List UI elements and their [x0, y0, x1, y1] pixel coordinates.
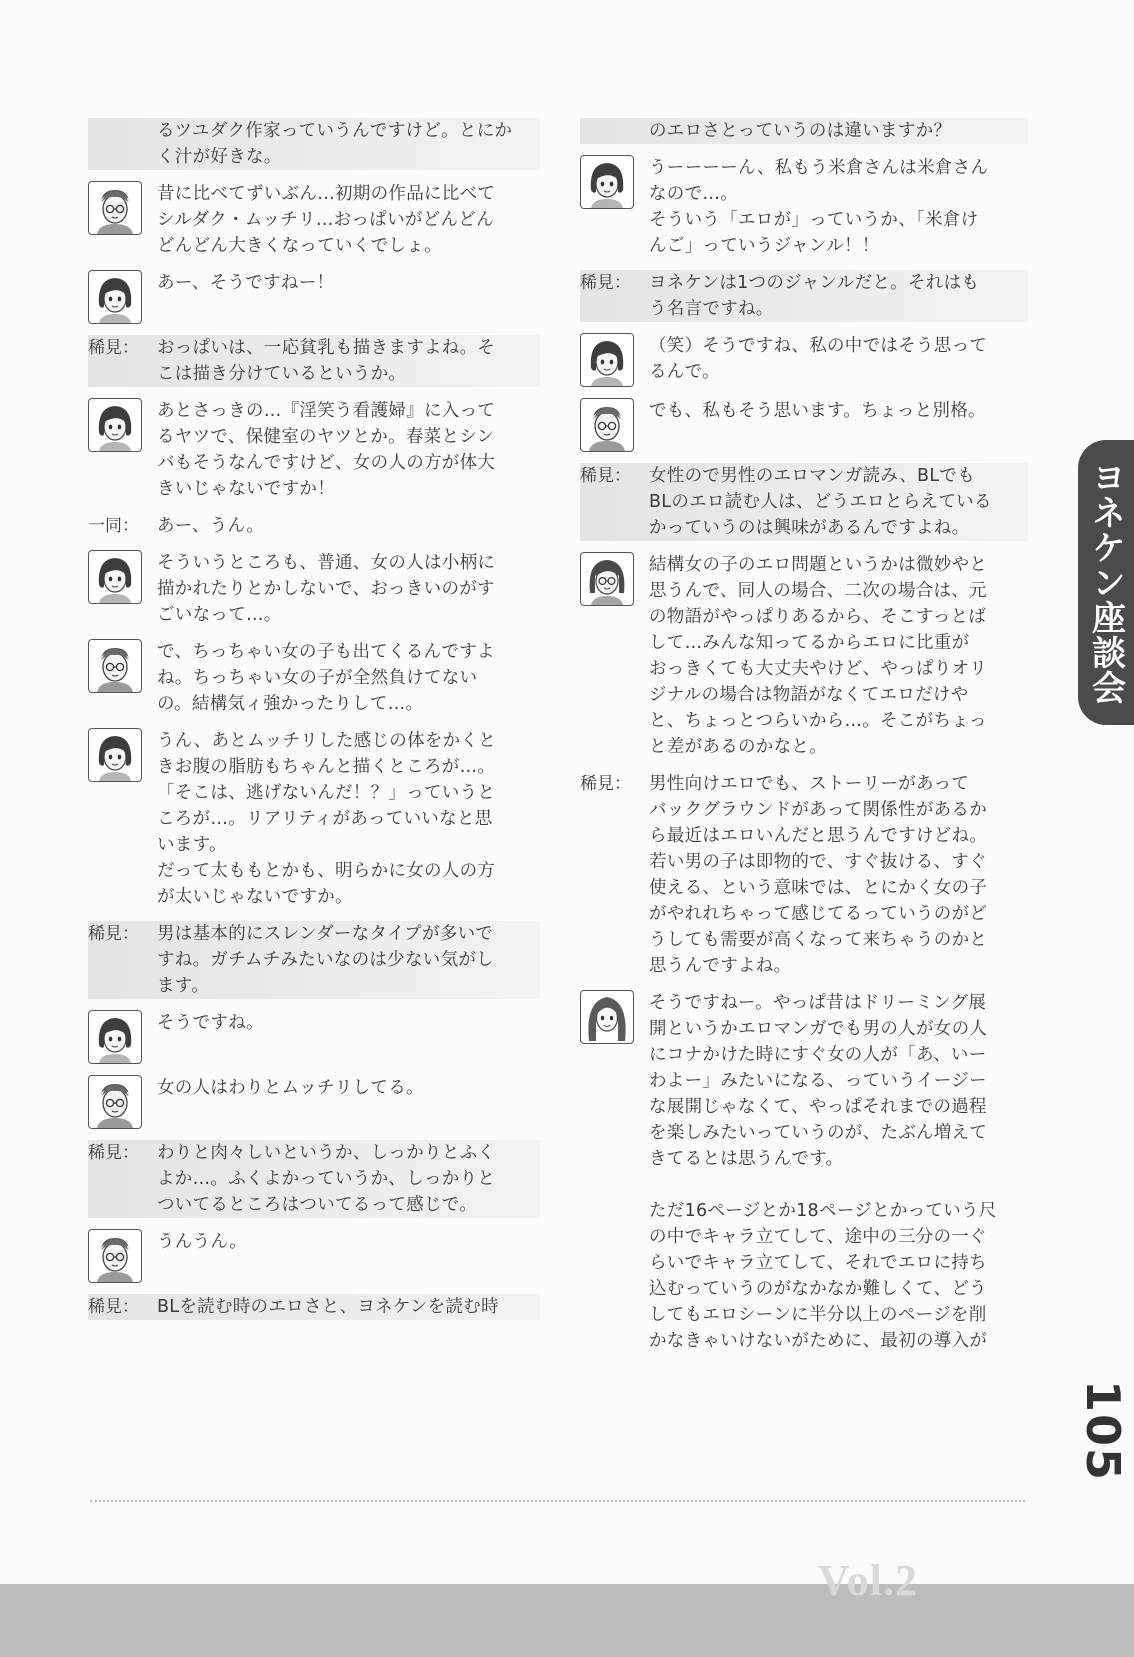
dialogue-line: わよー」みたいになる、っていうイージー	[649, 1071, 987, 1091]
dialogue-line: きいじゃないですか！	[157, 479, 335, 499]
dialogue-line: きお腹の脂肪もちゃんと描くところが…。	[157, 757, 496, 777]
speaker-avatar	[88, 398, 157, 452]
dialogue-text	[157, 1140, 540, 1218]
dialogue-text	[157, 398, 540, 502]
dialogue-turn	[88, 270, 540, 324]
dialogue-text	[157, 335, 540, 387]
dialogue-line: ころが…。リアリティがあっていいなと思	[157, 809, 493, 829]
dialogue-line: そういう「エロが」っていうか、「米倉け	[649, 210, 979, 230]
speaker-label: 稀見：	[88, 338, 139, 358]
dialogue-line: 若い男の子は即物的で、すぐ抜ける、すぐ	[649, 852, 987, 872]
dialogue-text	[157, 1294, 540, 1320]
right-column	[580, 118, 1028, 1365]
dialogue-text	[649, 118, 1028, 144]
dialogue-turn	[88, 118, 540, 170]
dialogue-line: るヤツで、保健室のヤツとか。春菜とシン	[157, 427, 495, 447]
dialogue-text	[649, 398, 1028, 424]
dialogue-line: よか…。ふくよかっていうか、しっかりと	[157, 1169, 496, 1189]
dialogue-line: そうですねー。やっぱ昔はドリーミング展	[649, 993, 987, 1013]
dialogue-line: と、ちょっとつらいから…。そこがちょっ	[649, 711, 987, 731]
speaker-label: 稀見：	[88, 924, 139, 944]
glasses-man-icon	[88, 639, 142, 693]
dialogue-line: の中でキャラ立てして、途中の三分の一ぐ	[649, 1227, 987, 1247]
dialogue-line: う名言ですね。	[649, 299, 774, 319]
dialogue-line: ら最近はエロいんだと思うんですけどね。	[649, 826, 988, 846]
dialogue-line: うしても需要が高くなって来ちゃうのかと	[649, 930, 988, 950]
bob-hair-woman-icon	[580, 155, 634, 209]
dialogue-line: わりと肉々しいというか、しっかりとふく	[157, 1143, 496, 1163]
dialogue-line: ジナルの場合は物語がなくてエロだけや	[649, 685, 969, 705]
speaker-avatar	[580, 333, 649, 387]
dialogue-text	[157, 181, 540, 259]
dialogue-text	[649, 270, 1028, 322]
dialogue-turn	[88, 335, 540, 387]
dialogue-turn	[580, 333, 1028, 387]
dialogue-text	[649, 155, 1028, 259]
dialogue-line: あー、うん。	[157, 516, 265, 536]
dialogue-line: 開というかエロマンガでも男の人が女の人	[649, 1019, 988, 1039]
dialogue-text	[649, 990, 1028, 1354]
bob-hair-woman-icon	[88, 270, 142, 324]
bob-hair-woman-icon	[580, 333, 634, 387]
dialogue-text	[157, 118, 540, 170]
glasses-man-icon	[88, 181, 142, 235]
volume-label: Vol.2	[818, 1556, 918, 1605]
dialogue-turn	[88, 398, 540, 502]
dialogue-line: にコナかけた時にすぐ女の人が「あ、いー	[649, 1045, 987, 1065]
bob-hair-woman-icon	[88, 1010, 142, 1064]
dialogue-line: ごいなって…。	[157, 605, 282, 625]
dialogue-text	[157, 1010, 540, 1036]
dialogue-line: うん、あとムッチリした感じの体をかくと	[157, 731, 497, 751]
dialogue-line: らいでキャラ立てして、それでエロに持ち	[649, 1253, 987, 1273]
dialogue-turn	[88, 1229, 540, 1283]
dialogue-line: あとさっきの…『淫笑う看護婦』に入って	[157, 401, 496, 421]
speaker-label: 稀見：	[88, 1143, 139, 1163]
speaker-avatar	[580, 155, 649, 209]
dialogue-line: います。	[157, 835, 227, 855]
speaker-label: 一同：	[88, 516, 139, 536]
dialogue-line: 「そこは、逃げないんだ！？」っていうと	[157, 783, 496, 803]
dialogue-line: 使える、という意味では、とにかく女の子	[649, 878, 988, 898]
left-column	[88, 118, 540, 1331]
dialogue-text	[157, 270, 540, 296]
dialogue-line: ます。	[157, 976, 209, 996]
dialogue-text	[157, 728, 540, 910]
dialogue-turn	[88, 639, 540, 717]
dialogue-line: んご」っていうジャンル！！	[649, 236, 880, 256]
dialogue-line: と差があるのかなと。	[649, 737, 827, 757]
dialogue-line: 昔に比べてずいぶん…初期の作品に比べて	[157, 184, 496, 204]
dialogue-line: が太いじゃないですか。	[157, 887, 353, 907]
dialogue-line: してもエロシーンに半分以上のページを削	[649, 1305, 987, 1325]
footer-divider	[90, 1500, 1025, 1502]
dialogue-turn	[580, 398, 1028, 452]
dialogue-line: BLのエロ読む人は、どうエロとらえている	[649, 492, 992, 512]
speaker-label: 稀見：	[580, 774, 631, 794]
dialogue-text	[157, 513, 540, 539]
dialogue-line: 思うんですよね。	[649, 956, 792, 976]
dialogue-text	[649, 552, 1028, 760]
dialogue-turn	[88, 513, 540, 539]
speaker-label: 稀見：	[580, 466, 631, 486]
dialogue-turn	[580, 552, 1028, 760]
dialogue-line: バックグラウンドがあって関係性があるか	[649, 800, 988, 820]
dialogue-line: バもそうなんですけど、女の人の方が体大	[157, 453, 496, 473]
dialogue-turn	[88, 1294, 540, 1320]
dialogue-turn	[88, 181, 540, 259]
dialogue-text	[157, 1229, 540, 1255]
dialogue-text	[649, 463, 1028, 541]
dialogue-line: でも、私もそう思います。ちょっと別格。	[649, 401, 986, 421]
dialogue-line: だって太ももとかも、明らかに女の人の方	[157, 861, 496, 881]
dialogue-line: がやれれちゃって感じてるっていうのがど	[649, 904, 988, 924]
bob-hair-woman-icon	[88, 398, 142, 452]
bob-hair-woman-icon	[88, 728, 142, 782]
page-number	[1072, 1380, 1134, 1482]
long-hair-woman-icon	[580, 990, 634, 1044]
dialogue-line: ただ16ページとか18ページとかっていう尺	[649, 1201, 997, 1221]
dialogue-line: 結構女の子のエロ問題というかは微妙やと	[649, 555, 988, 575]
dialogue-line: ヨネケンは1つのジャンルだと。それはも	[649, 273, 980, 293]
dialogue-line: るツユダク作家っていうんですけど。とにか	[157, 121, 513, 141]
dialogue-turn	[580, 463, 1028, 541]
dialogue-turn	[88, 550, 540, 628]
dialogue-line: 男性向けエロでも、ストーリーがあって	[649, 774, 970, 794]
dialogue-line: の物語がやっぱりあるから、そこすっとば	[649, 607, 987, 627]
dialogue-text	[157, 921, 540, 999]
speaker-avatar	[88, 1075, 157, 1129]
dialogue-line: ね。ちっちゃい女の子が全然負けてない	[157, 668, 478, 688]
dialogue-line: おっきくても大丈夫やけど、やっぱりオリ	[649, 659, 988, 679]
speaker-avatar	[88, 728, 157, 782]
dialogue-line: そうですね。	[157, 1013, 264, 1033]
dialogue-line: あー、そうですねー！	[157, 273, 335, 293]
dialogue-line: かなきゃいけないがために、最初の導入が	[649, 1331, 988, 1351]
dialogue-line: ついてるところはついてるって感じで。	[157, 1195, 478, 1215]
dialogue-turn	[580, 118, 1028, 144]
speaker-avatar	[88, 1229, 157, 1283]
dialogue-turn	[580, 155, 1028, 259]
dialogue-turn	[580, 990, 1028, 1354]
dialogue-line: うんうん。	[157, 1232, 248, 1252]
dialogue-line: シルダク・ムッチリ…おっぱいがどんどん	[157, 210, 494, 230]
bob-hair-woman-icon	[88, 550, 142, 604]
dialogue-line: きてるとは思うんです。	[649, 1149, 844, 1169]
dialogue-text	[649, 771, 1028, 979]
dialogue-line: おっぱいは、一応貧乳も描きますよね。そ	[157, 338, 496, 358]
dialogue-line: で、ちっちゃい女の子も出てくるんですよ	[157, 642, 495, 662]
glasses-man-icon	[580, 398, 634, 452]
speaker-avatar	[580, 398, 649, 452]
dialogue-line: すね。ガチムチみたいなのは少ない気がし	[157, 950, 494, 970]
dialogue-line: のエロさとっていうのは違いますか？	[649, 121, 952, 141]
glasses-man-icon	[88, 1075, 142, 1129]
dialogue-line: （笑）そうですね、私の中ではそう思って	[649, 336, 988, 356]
dialogue-line: 女性ので男性のエロマンガ読み、BLでも	[649, 466, 976, 486]
speaker-avatar	[580, 552, 649, 606]
dialogue-line	[649, 1172, 1028, 1198]
dialogue-line: く汁が好きな。	[157, 147, 282, 167]
dialogue-line: どんどん大きくなっていくでしょ。	[157, 236, 442, 256]
speaker-avatar	[88, 181, 157, 235]
dialogue-turn	[580, 771, 1028, 979]
dialogue-line: BLを読む時のエロさと、ヨネケンを読む時	[157, 1297, 499, 1317]
section-tab	[1078, 440, 1134, 725]
dialogue-line: こは描き分けているというか。	[157, 364, 407, 384]
speaker-label: 稀見：	[88, 1297, 139, 1317]
dialogue-line: かっていうのは興味があるんですよね。	[649, 518, 970, 538]
dialogue-line: 込むっていうのがなかなか難しくて、どう	[649, 1279, 987, 1299]
dialogue-text	[157, 639, 540, 717]
speaker-avatar	[88, 270, 157, 324]
section-tab-label: ヨネケン座談会	[1085, 460, 1126, 705]
dialogue-line: なので…。	[649, 184, 738, 204]
speaker-avatar	[88, 550, 157, 604]
dialogue-text	[157, 1075, 540, 1101]
dialogue-turn	[88, 1140, 540, 1218]
dialogue-text	[649, 333, 1028, 385]
dialogue-line: の。結構気ィ強かったりして…。	[157, 694, 424, 714]
footer-band	[0, 1584, 1134, 1657]
dialogue-line: を楽しみたいっていうのが、たぶん増えて	[649, 1123, 988, 1143]
dialogue-line: 男は基本的にスレンダーなタイプが多いで	[157, 924, 494, 944]
dialogue-line: な展開じゃなくて、やっぱそれまでの過程	[649, 1097, 987, 1117]
dialogue-turn	[88, 1075, 540, 1129]
dialogue-text	[157, 550, 540, 628]
glasses-man-icon	[88, 1229, 142, 1283]
speaker-avatar	[580, 990, 649, 1044]
dialogue-turn	[88, 1010, 540, 1064]
dialogue-line: るんで。	[649, 362, 720, 382]
speaker-label: 稀見：	[580, 273, 631, 293]
speaker-avatar	[88, 639, 157, 693]
dialogue-line: うーーーーん、私もう米倉さんは米倉さん	[649, 158, 989, 178]
dialogue-turn	[88, 921, 540, 999]
dialogue-turn	[88, 728, 540, 910]
dialogue-line: して…みんな知ってるからエロに比重が	[649, 633, 970, 653]
dialogue-line: そういうところも、普通、女の人は小柄に	[157, 553, 496, 573]
dialogue-line: 思うんで、同人の場合、二次の場合は、元	[649, 581, 987, 601]
page-number-label: 105	[1076, 1380, 1130, 1483]
glasses-woman-icon	[580, 552, 634, 606]
dialogue-line: 描かれたりとかしないで、おっきいのがす	[157, 579, 495, 599]
speaker-avatar	[88, 1010, 157, 1064]
dialogue-line: 女の人はわりとムッチリしてる。	[157, 1078, 424, 1098]
dialogue-turn	[580, 270, 1028, 322]
